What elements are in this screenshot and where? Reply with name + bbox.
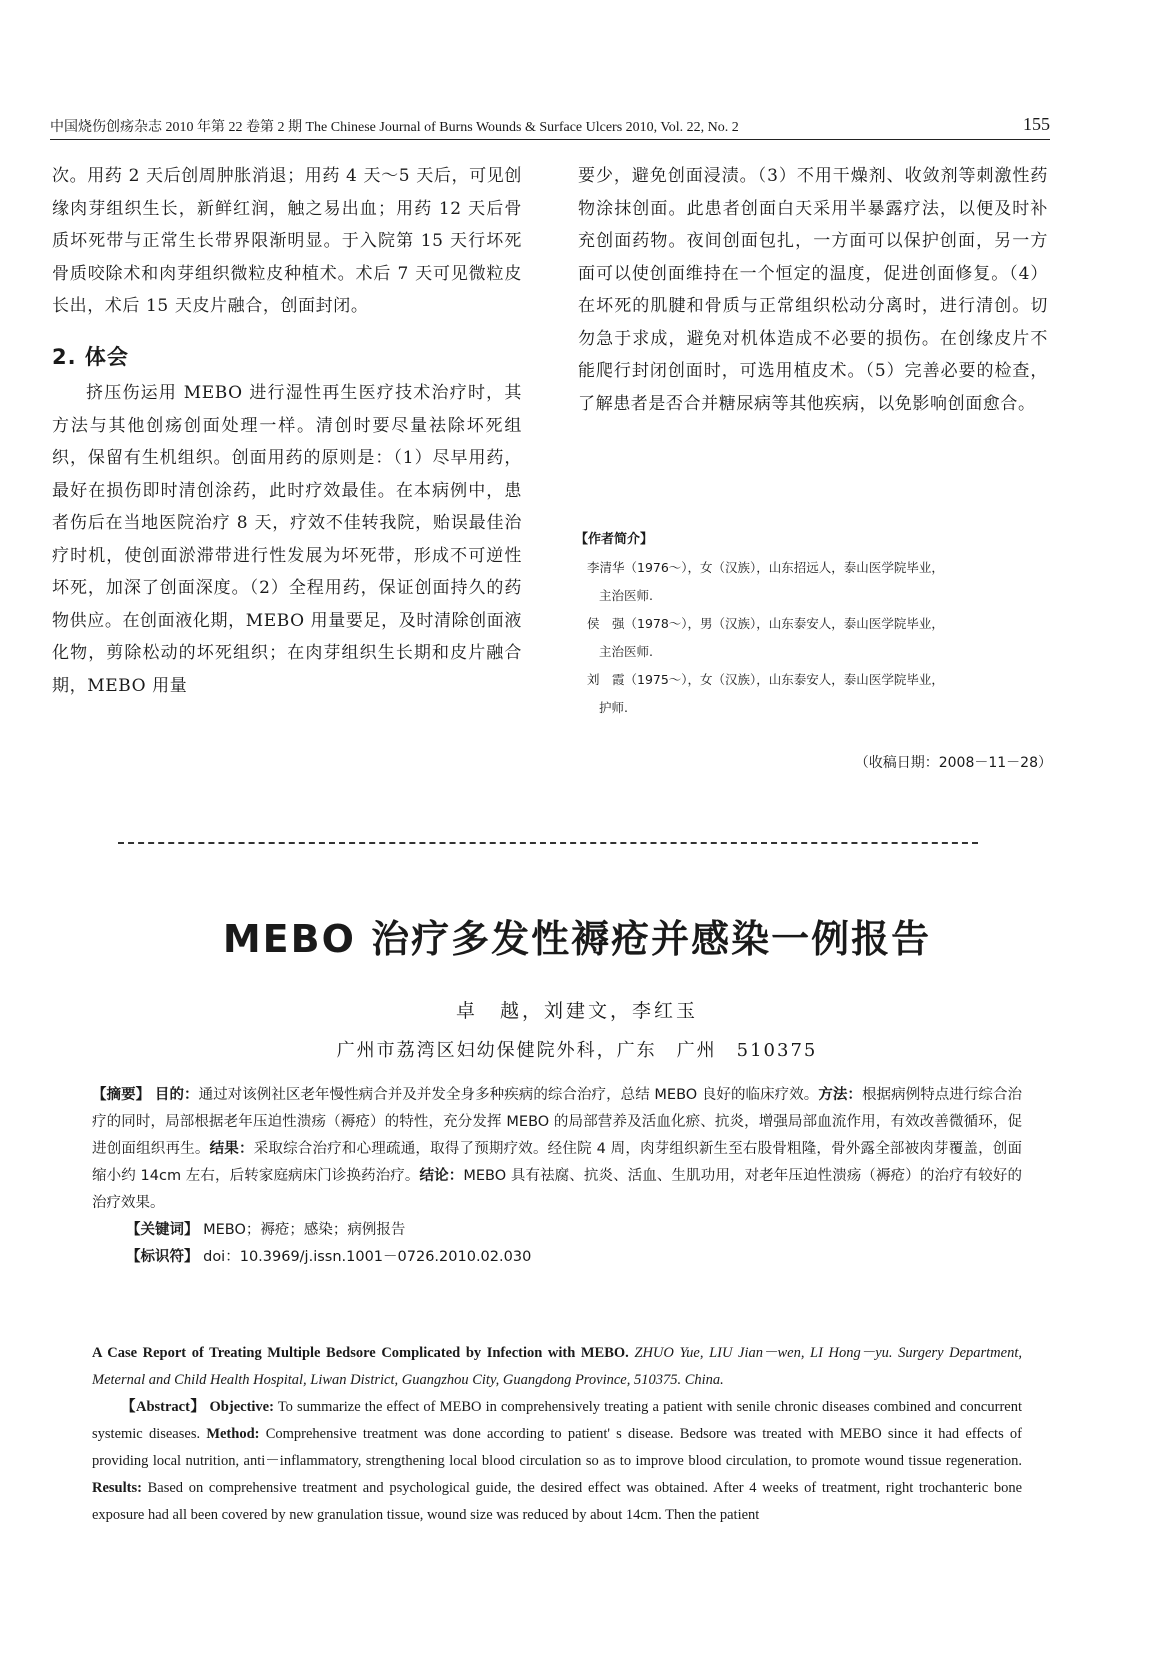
english-authors: ZHUO Yue, LIU Jian－wen, LI Hong－yu. Surgery Department, Meternal and Child Health Hospital, Liwan District, Guangzhou City, Guangdong Province, 510375. China. — [92, 1345, 1022, 1388]
abstract-body — [92, 1082, 1022, 1217]
keywords-line — [92, 1217, 1022, 1244]
english-abstract-label: 【Abstract】 — [121, 1399, 206, 1415]
author-intro-label: 【作者简介】 — [575, 532, 654, 547]
author-entry-title: 主治医师. — [599, 644, 653, 659]
english-method-label: Method: — [206, 1426, 260, 1442]
keywords-text: MEBO；褥疮；感染；病例报告 — [203, 1222, 406, 1238]
english-title-authors — [92, 1340, 1022, 1394]
author-entry — [575, 610, 1055, 666]
article-title: MEBO 治疗多发性褥疮并感染一例报告 — [222, 917, 932, 961]
english-objective-text: To summarize the effect of MEBO in comprehensively treating a patient with senile chronic diseases combined and concurrent systemic diseases. — [92, 1399, 1022, 1442]
english-objective-label: Objective: — [209, 1399, 274, 1415]
objective-label: 目的： — [154, 1087, 199, 1103]
discussion-paragraph: 挤压伤运用 MEBO 进行湿性再生医疗技术治疗时，其方法与其他创疡创面处理一样。清创时要尽量祛除坏死组织，保留有生机组织。创面用药的原则是：（1）尽早用药，最好在损伤即时清创涂药，此时疗效最佳。在本病例中，患者伤后在当地医院治疗 8 天，疗效不佳转我院，贻误最佳治疗时机，使创面淤滞带进行性发展为坏死带，形成不可逆性坏死，加深了创面深度。（2）全程用药，保证创面持久的药物供应。在创面液化期，MEBO 用量要足，及时清除创面液化物，剪除松动的坏死组织；在肉芽组织生长期和皮片融合期，MEBO 用量 — [52, 383, 522, 696]
abstract-label: 【摘要】 — [92, 1087, 151, 1103]
left-column — [52, 160, 522, 702]
author-entry — [575, 666, 1055, 722]
doi-text: doi：10.3969/j.issn.1001－0726.2010.02.030 — [203, 1249, 532, 1265]
english-method-text: Comprehensive treatment was done according to patient' s disease. Bedsore was treated with MEBO since it had effects of providing local nutrition, anti－inflammatory, strengthening local blood circulation so as to improve blood circulation, to promote wound tissue regeneration. — [92, 1426, 1023, 1469]
author-entry-title: 护师. — [599, 700, 628, 715]
english-title: A Case Report of Treating Multiple Bedsore Complicated by Infection with MEBO. — [92, 1345, 629, 1361]
method-label: 方法： — [818, 1087, 862, 1103]
keywords-label: 【关键词】 — [126, 1222, 199, 1238]
author-introduction — [575, 526, 1055, 722]
doi-label: 【标识符】 — [126, 1249, 199, 1265]
method-text: 根据病例特点进行综合治疗的同时，局部根据老年压迫性溃疡（褥疮）的特性，充分发挥 MEBO 的局部营养及活血化瘀、抗炎，增强局部血流作用，有效改善微循环，促进创面组织再生。 — [92, 1087, 1023, 1157]
discussion-paragraph-continued: 要少，避免创面浸渍。（3）不用干燥剂、收敛剂等刺激性药物涂抹创面。此患者创面白天采用半暴露疗法，以便及时补充创面药物。夜间创面包扎，一方面可以保护创面，另一方面可以使创面维持在一个恒定的温度，促进创面修复。（4）在坏死的肌腱和骨质与正常组织松动分离时，进行清创。切勿急于求成，避免对机体造成不必要的损伤。在创缘皮片不能爬行封闭创面时，可选用植皮术。（5）完善必要的检查，了解患者是否合并糖尿病等其他疾病，以免影响创面愈合。 — [578, 166, 1048, 414]
author-entry-line: 李清华（1976～），女（汉族），山东招远人，泰山医学院毕业， — [587, 560, 944, 575]
author-entry-line: 刘 霞（1975～），女（汉族），山东泰安人，泰山医学院毕业， — [587, 672, 944, 687]
english-results-text: Based on comprehensive treatment and psychological guide, the desired effect was obtained. After 4 weeks of treatment, right trochanteric bone exposure had all been covered by new granulation tissue, wound size was reduced by about 14cm. Then the patient — [92, 1480, 1023, 1523]
author-entry-line: 侯 强（1978～），男（汉族），山东泰安人，泰山医学院毕业， — [587, 616, 944, 631]
doi-line — [92, 1244, 1022, 1271]
english-abstract — [92, 1340, 1022, 1529]
right-column — [578, 160, 1048, 420]
conclusion-text: MEBO 具有祛腐、抗炎、活血、生肌功用，对老年压迫性溃疡（褥疮）的治疗有较好的治疗效果。 — [92, 1168, 1023, 1211]
author-entry-title: 主治医师. — [599, 588, 653, 603]
english-abstract-body — [92, 1394, 1022, 1529]
received-date: （收稿日期：2008－11－28） — [854, 755, 1052, 771]
article-affiliation: 广州市荔湾区妇幼保健院外科，广东 广州 510375 — [336, 1040, 818, 1061]
chinese-abstract — [92, 1082, 1022, 1271]
journal-citation: 中国烧伤创疡杂志 2010 年第 22 卷第 2 期 The Chinese Journal of Burns Wounds & Surface Ulcers 2010, Vol. 22, No. 2 — [50, 120, 739, 135]
case-paragraph: 次。用药 2 天后创周肿胀消退；用药 4 天～5 天后，可见创缘肉芽组织生长，新鲜红润，触之易出血；用药 12 天后骨质坏死带与正常生长带界限渐明显。于入院第 15 天行坏死骨质咬除术和肉芽组织微粒皮种植术。术后 7 天可见微粒皮长出，术后 15 天皮片融合，创面封闭。 — [52, 166, 522, 316]
page-number: 155 — [1023, 114, 1050, 134]
results-label: 结果： — [209, 1141, 254, 1157]
article-authors: 卓 越，刘建文，李红玉 — [455, 1000, 698, 1022]
author-entry — [575, 554, 1055, 610]
results-text: 采取综合治疗和心理疏通，取得了预期疗效。经住院 4 周，肉芽组织新生至右股骨粗隆，骨外露全部被肉芽覆盖，创面缩小约 14cm 左右，后转家庭病床门诊换药治疗。 — [92, 1141, 1022, 1184]
objective-text: 通过对该例社区老年慢性病合并及并发全身多种疾病的综合治疗，总结 MEBO 良好的临床疗效。 — [198, 1087, 819, 1103]
running-header — [50, 114, 1050, 140]
section-heading: 2. 体会 — [52, 344, 129, 369]
english-results-label: Results: — [92, 1480, 142, 1496]
article-divider — [118, 842, 978, 844]
conclusion-label: 结论： — [419, 1168, 464, 1184]
